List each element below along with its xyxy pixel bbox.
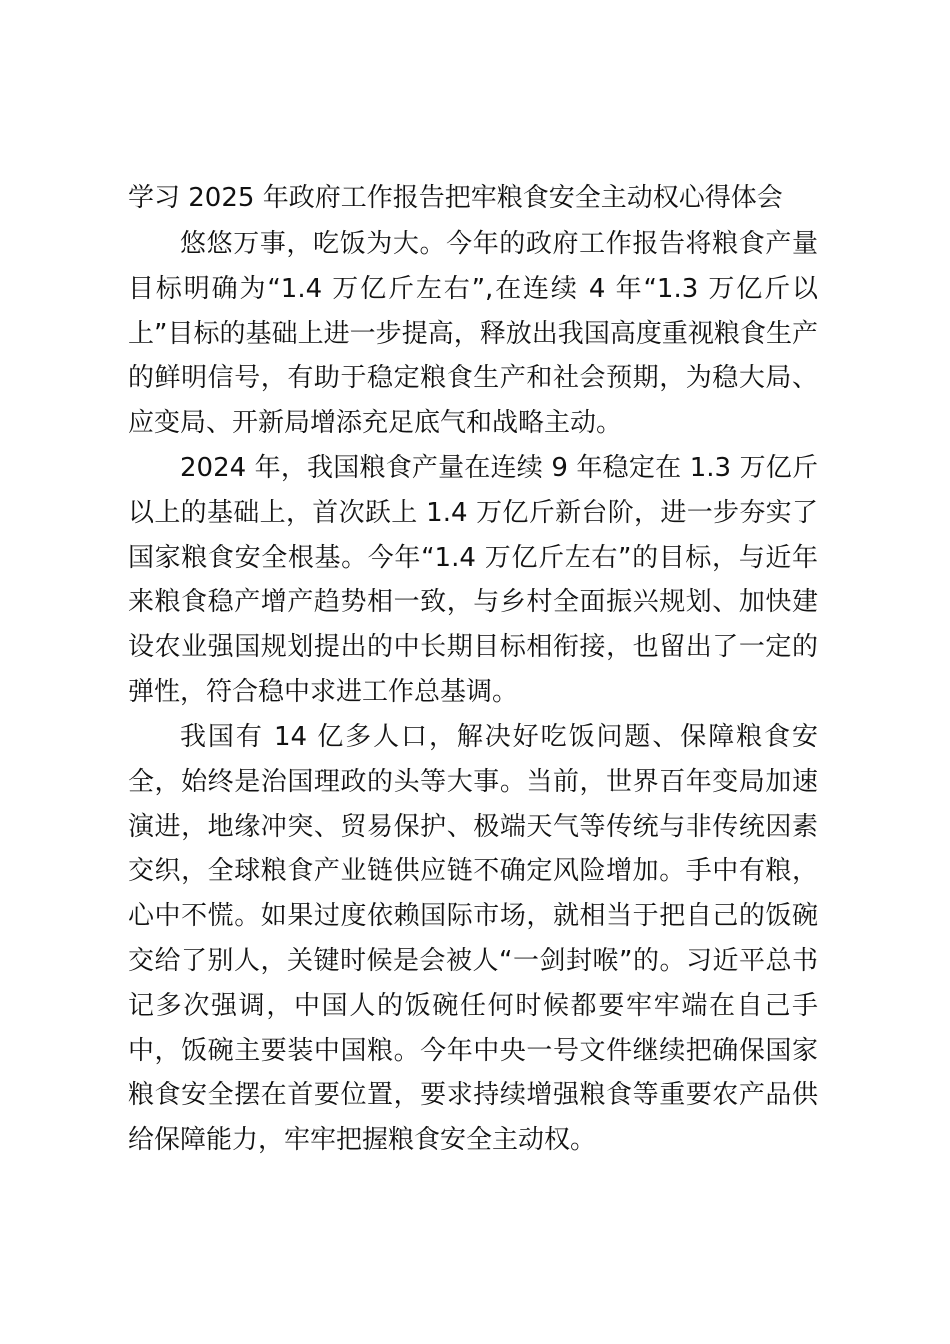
paragraph-3: 我国有 14 亿多人口，解决好吃饭问题、保障粮食安全，始终是治国理政的头等大事。当前，世界百年变局加速演进，地缘冲突、贸易保护、极端天气等传统与非传统因素交织，全球粮食产业链供应链不确定风险增加。手中有粮，心中不慌。如果过度依赖国际市场，就相当于把自己的饭碗交给了别人，关键时候是会被人“一剑封喉”的。习近平总书记多次强调，中国人的饭碗任何时候都要牢牢端在自己手中，饭碗主要装中国粮。今年中央一号文件继续把确保国家粮食安全摆在首要位置，要求持续增强粮食等重要农产品供给保障能力，牢牢把握粮食安全主动权。 [128,722,818,1156]
paragraph-2: 2024 年，我国粮食产量在连续 9 年稳定在 1.3 万亿斤以上的基础上，首次跃上 1.4 万亿斤新台阶，进一步夯实了国家粮食安全根基。今年“1.4 万亿斤左右”的目标，与近年来粮食稳产增产趋势相一致，与乡村全面振兴规划、加快建设农业强国规划提出的中长期目标相衔接，也留出了一定的弹性，符合稳中求进工作总基调。 [128,453,818,707]
paragraph-1: 悠悠万事，吃饭为大。今年的政府工作报告将粮食产量目标明确为“1.4 万亿斤左右”,在连续 4 年“1.3 万亿斤以上”目标的基础上进一步提高，释放出我国高度重视粮食生产的鲜明信号，有助于稳定粮食生产和社会预期，为稳大局、应变局、开新局增添充足底气和战略主动。 [128,229,818,439]
document-title: 学习 2025 年政府工作报告把牢粮食安全主动权心得体会 [128,183,783,213]
